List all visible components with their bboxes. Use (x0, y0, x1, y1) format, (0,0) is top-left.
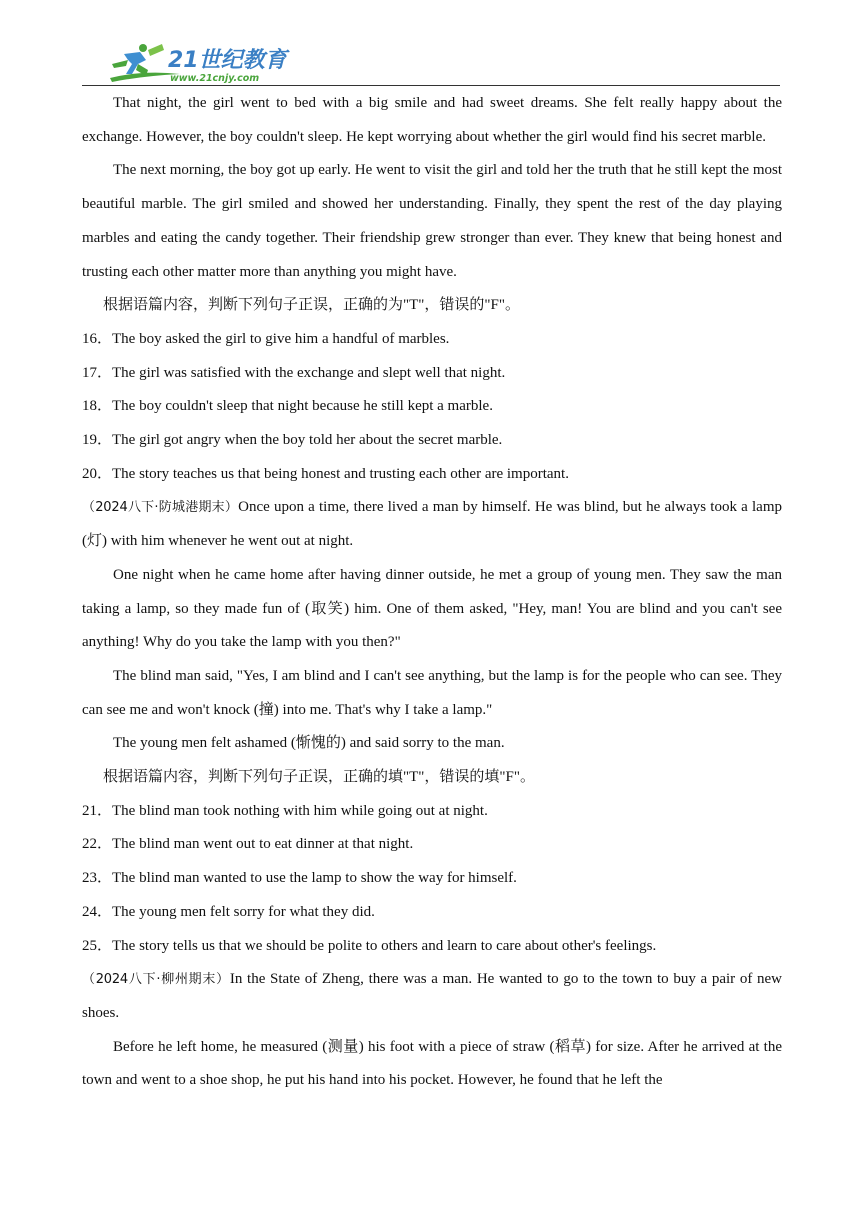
question-16 (82, 323, 782, 357)
paragraph: The blind man said, "Yes, I am blind and I can't see anything, but the lamp is for the people who can see. They can see me and won't knock (撞) into me. That's why I take a lamp." (82, 667, 782, 718)
question-number: 22． (82, 836, 113, 853)
question-number: 23． (82, 870, 113, 887)
question-number: 18． (82, 398, 113, 415)
header-divider (82, 85, 780, 86)
question-20 (82, 458, 782, 492)
question-text: The boy couldn't sleep that night because he still kept a marble. (112, 398, 493, 415)
document-body (82, 87, 782, 1098)
question-number: 21． (82, 802, 113, 819)
source-tag: （2024八下·防城港期末） (82, 500, 239, 516)
question-number: 16． (82, 330, 113, 347)
source-tag: （2024八下·柳州期末） (82, 972, 230, 988)
logo-21cnjy (102, 40, 292, 84)
paragraph: The next morning, the boy got up early. He went to visit the girl and told her the truth that he still kept the most beautiful marble. The girl smiled and showed her understanding. Finally, they spent the rest of the day playing marbles and eating the candy together. Their friendship grew stronger than ever. They knew that being honest and trusting each other matter more than anything you might have. (82, 162, 782, 280)
question-text: The story tells us that we should be polite to others and learn to care about other's feelings. (112, 937, 657, 954)
paragraph: Before he left home, he measured (测量) his foot with a piece of straw (稻草) for size. After he arrived at the town and went to a shoe shop, he put his hand into his pocket. However, he found that he left the (82, 1038, 782, 1089)
question-number: 17． (82, 364, 113, 381)
question-18 (82, 390, 782, 424)
paragraph: In the State of Zheng, there was a man. He wanted to go to the town to buy a pair of new shoes. (82, 971, 783, 1021)
question-text: The story teaches us that being honest and trusting each other are important. (112, 465, 569, 482)
question-text: The blind man wanted to use the lamp to show the way for himself. (112, 870, 517, 887)
question-17 (82, 357, 782, 391)
logo-url-text: www.21cnjy.com (170, 73, 260, 84)
paragraph: Once upon a time, there lived a man by himself. He was blind, but he always took a lamp (灯) with him whenever he went out at night. (82, 499, 782, 550)
paragraph: The young men felt ashamed (惭愧的) and said sorry to the man. (113, 735, 505, 752)
question-text: The blind man went out to eat dinner at that night. (112, 836, 414, 853)
question-number: 25． (82, 937, 113, 954)
question-24 (82, 896, 782, 930)
instruction-text: 根据语篇内容，判断下列句子正误，正确的为"T"，错误的"F"。 (103, 297, 520, 314)
question-number: 20． (82, 465, 113, 482)
page-header (82, 38, 780, 86)
question-text: The boy asked the girl to give him a handful of marbles. (112, 330, 450, 347)
question-23 (82, 862, 782, 896)
paragraph: That night, the girl went to bed with a big smile and had sweet dreams. She felt really happy about the exchange. However, the boy couldn't sleep. He kept worrying about whether the girl would find his secret marble. (82, 95, 782, 145)
instruction-text: 根据语篇内容，判断下列句子正误，正确的填"T"，错误的填"F"。 (103, 769, 535, 786)
question-25 (82, 930, 782, 964)
passage-intro (82, 491, 782, 558)
question-19 (82, 424, 782, 458)
question-text: The blind man took nothing with him while going out at night. (112, 802, 488, 819)
question-21 (82, 795, 782, 829)
question-text: The girl was satisfied with the exchange and slept well that night. (112, 364, 506, 381)
passage-intro (82, 963, 782, 1030)
question-text: The young men felt sorry for what they did. (112, 903, 375, 920)
question-22 (82, 828, 782, 862)
question-number: 19． (82, 432, 113, 449)
question-text: The girl got angry when the boy told her about the secret marble. (112, 432, 503, 449)
paragraph: One night when he came home after having dinner outside, he met a group of young men. They saw the man taking a lamp, so they made fun of (取笑) him. One of them asked, "Hey, man! You are blind and you can't see anything! Why do you take the lamp with you then?" (82, 566, 782, 651)
question-number: 24． (82, 903, 113, 920)
logo-main-text: 21世纪教育 (168, 48, 287, 73)
